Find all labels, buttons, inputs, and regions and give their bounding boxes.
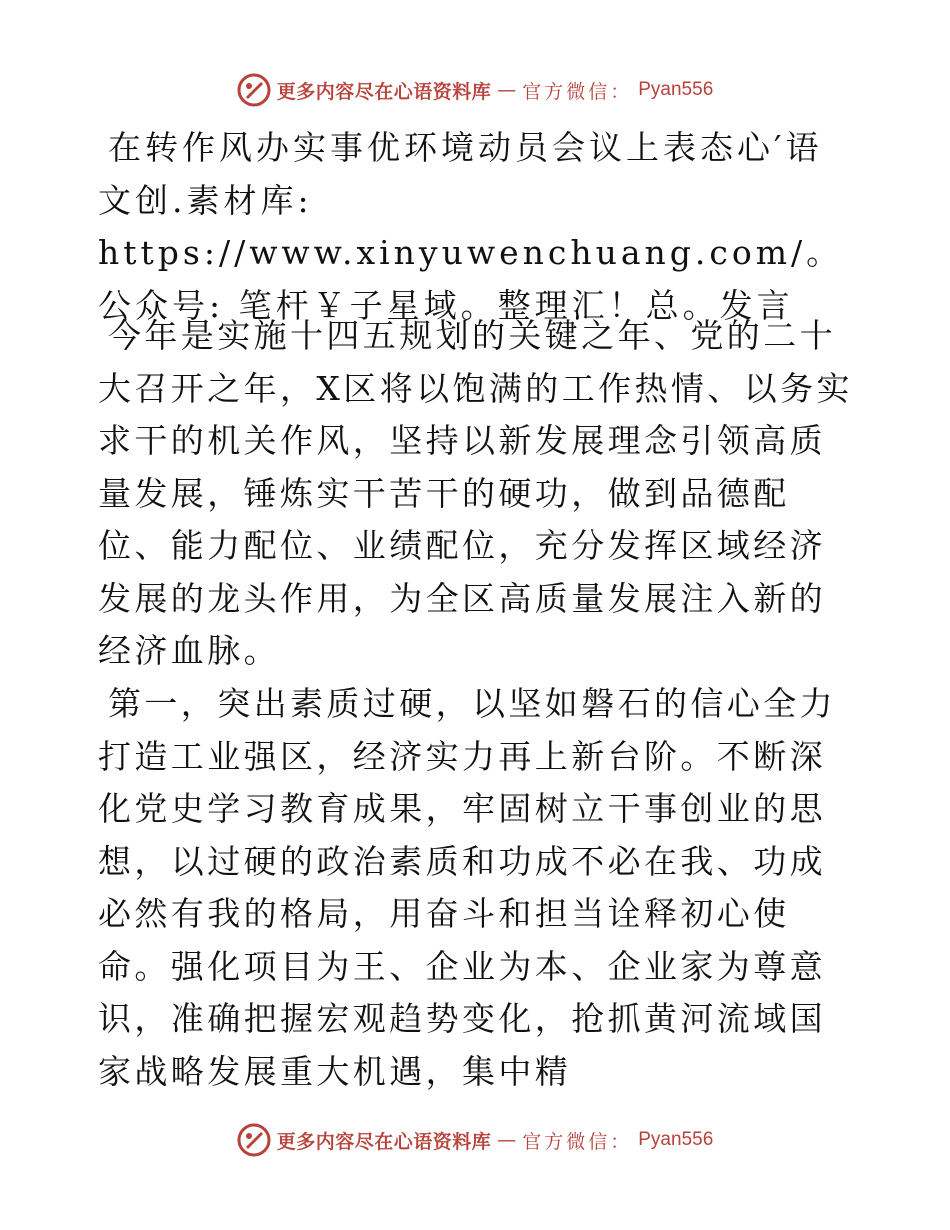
watermark-sub-text: 官方微信：: [522, 1130, 633, 1153]
footer-watermark: [0, 1120, 950, 1160]
paragraph-1: [98, 310, 858, 678]
paragraph-text: 第一，突出素质过硬，以坚如磐石的信心全力打造工业强区，经济实力再上新台阶。不断深化党史学习教育成果，牢固树立干事创业的思想，以过硬的政治素质和功成不必在我、功成必然有我的格局，用奋斗和担当诠释初心使命。强化项目为王、企业为本、企业家为尊意识，准确把握宏观趋势变化，抢抓黄河流域国家战略发展重大机遇，集中精: [98, 684, 836, 1091]
document-title-block: [98, 122, 858, 332]
watermark-wechat-id: Pyan556: [638, 79, 714, 100]
brand-logo-icon: [237, 1123, 271, 1157]
brand-logo-icon: [237, 73, 271, 107]
watermark-dash: —: [497, 79, 517, 101]
document-title: 在转作风办实事优环境动员会议上表态心′语文创.素材库: https://www.xinyuwenchuang.com/。公众号: 笔杆￥子星域。整理汇！总。发言: [98, 128, 844, 325]
watermark-main-text: 更多内容尽在心语资料库: [276, 1130, 492, 1153]
paragraph-text: 今年是实施十四五规划的关键之年、党的二十大召开之年，X区将以饱满的工作热情、以务实求干的机关作风，坚持以新发展理念引领高质量发展，锤炼实干苦干的硬功，做到品德配位、能力配位、业绩配位，充分发挥区域经济发展的龙头作用，为全区高质量发展注入新的经济血脉。: [98, 316, 853, 670]
watermark-sub-text: 官方微信：: [522, 80, 633, 103]
watermark-main-text: 更多内容尽在心语资料库: [276, 80, 492, 103]
watermark-dash: —: [497, 1129, 517, 1151]
paragraph-2: [98, 678, 858, 1098]
watermark-wechat-id: Pyan556: [638, 1129, 714, 1150]
header-watermark: [0, 70, 950, 110]
